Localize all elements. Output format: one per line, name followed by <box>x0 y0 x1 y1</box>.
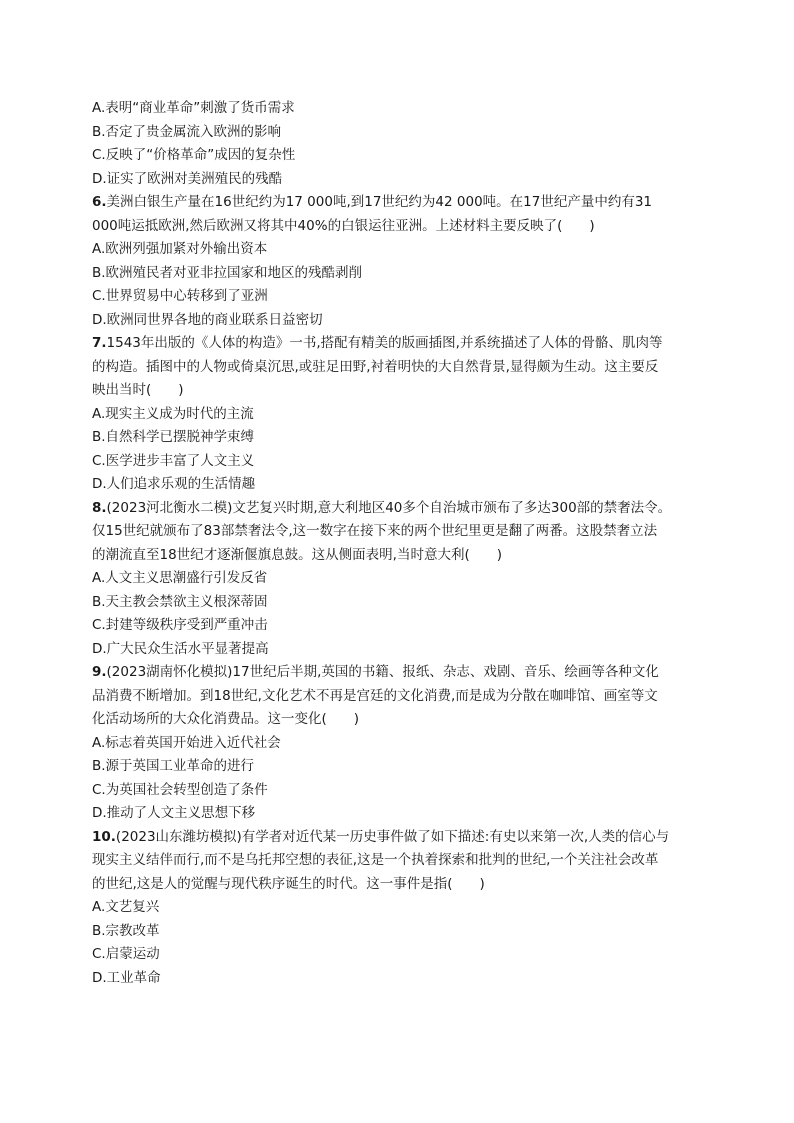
q7-stem-line-1 <box>92 332 722 356</box>
q9-stem-line-1 <box>92 661 722 685</box>
q6-stem-line-2: 000吨运抵欧洲,然后欧洲又将其中40%的白银运往亚洲。上述材料主要反映了( ) <box>92 217 595 234</box>
q5-option-c: C.反映了“价格革命”成因的复杂性 <box>92 147 296 163</box>
q7-option-c: C.医学进步丰富了人文主义 <box>92 452 255 469</box>
q10-option-a: A.文艺复兴 <box>92 899 160 915</box>
q9-option-d: D.推动了人文主义思想下移 <box>92 805 256 821</box>
q6-stem-line-1 <box>92 191 722 215</box>
q6-option-c: C.世界贸易中心转移到了亚洲 <box>92 288 268 304</box>
q7-stem-text-1: 1543年出版的《人体的构造》一书,搭配有精美的版画插图,并系统描述了人体的骨骼、肌肉等 <box>106 335 663 351</box>
q6-option-d: D.欧洲同世界各地的商业联系日益密切 <box>92 311 323 328</box>
q5-option-a: A.表明“商业革命”刺激了货币需求 <box>92 100 295 116</box>
q8-stem-text-1: (2023河北衡水二模)文艺复兴时期,意大利地区40多个自治城市颁布了多达300部的禁奢法令。 <box>106 499 672 516</box>
q5-option-b: B.否定了贵金属流入欧洲的影响 <box>92 123 282 140</box>
q8-option-a: A.人文主义思潮盛行引发反省 <box>92 570 268 586</box>
q9-stem-line-2: 品消费不断增加。到18世纪,文化艺术不再是宫廷的文化消费,而是成为分散在咖啡馆、画室等文 <box>92 687 658 704</box>
q10-stem-line-2: 现实主义结伴而行,而不是乌托邦空想的表征,这是一个执着探索和批判的世纪,一个关注社会改革 <box>92 852 659 868</box>
q9-option-c: C.为英国社会转型创造了条件 <box>92 781 268 798</box>
q10-option-b: B.宗教改革 <box>92 922 160 939</box>
question-list <box>92 97 722 990</box>
q5-option-d: D.证实了欧洲对美洲殖民的残酷 <box>92 170 283 187</box>
q8-option-b: B.天主教会禁欲主义根深蒂固 <box>92 593 268 610</box>
question-number: 6. <box>92 194 107 210</box>
q10-stem-line-3: 的世纪,这是人的觉醒与现代秩序诞生的时代。这一事件是指( ) <box>92 875 485 892</box>
q8-stem-line-1 <box>92 497 722 521</box>
q8-stem-line-3: 的潮流直至18世纪才逐渐偃旗息鼓。这从侧面表明,当时意大利( ) <box>92 546 503 563</box>
q8-option-d: D.广大民众生活水平显著提高 <box>92 640 269 657</box>
question-number: 10. <box>92 828 116 845</box>
q8-option-c: C.封建等级秩序受到严重冲击 <box>92 617 268 633</box>
q7-option-b: B.自然科学已摆脱神学束缚 <box>92 429 255 445</box>
q6-stem-text-1: 美洲白银生产量在16世纪约为17 000吨,到17世纪约为42 000吨。在17世纪产量中约有31 <box>106 194 653 210</box>
q9-option-b: B.源于英国工业革命的进行 <box>92 758 255 774</box>
q10-option-d: D.工业革命 <box>92 969 161 986</box>
q10-option-c: C.启蒙运动 <box>92 946 160 962</box>
q7-stem-line-2: 的构造。插图中的人物或倚桌沉思,或驻足田野,衬着明快的大自然背景,显得颇为生动。这主要反 <box>92 358 659 375</box>
q7-option-d: D.人们追求乐观的生活情趣 <box>92 476 256 492</box>
q6-option-b: B.欧洲殖民者对亚非拉国家和地区的残酷剥削 <box>92 264 363 281</box>
q9-option-a: A.标志着英国开始进入近代社会 <box>92 734 281 751</box>
q7-option-a: A.现实主义成为时代的主流 <box>92 405 254 422</box>
question-number: 7. <box>92 335 107 351</box>
q8-stem-line-2: 仅15世纪就颁布了83部禁奢法令,这一数字在接下来的两个世纪里更是翻了两番。这股禁奢立法 <box>92 523 658 539</box>
q9-stem-text-1: (2023湖南怀化模拟)17世纪后半期,英国的书籍、报纸、杂志、戏剧、音乐、绘画等各种文化 <box>106 664 659 680</box>
question-number: 8. <box>92 499 107 516</box>
q9-stem-line-3: 化活动场所的大众化消费品。这一变化( ) <box>92 711 360 727</box>
q7-stem-line-3: 映出当时( ) <box>92 382 184 398</box>
q10-stem-text-1: (2023山东潍坊模拟)有学者对近代某一历史事件做了如下描述:有史以来第一次,人类的信心与 <box>115 828 670 845</box>
question-number: 9. <box>92 664 107 680</box>
q6-option-a: A.欧洲列强加紧对外输出资本 <box>92 241 268 257</box>
q10-stem-line-1 <box>92 826 722 850</box>
